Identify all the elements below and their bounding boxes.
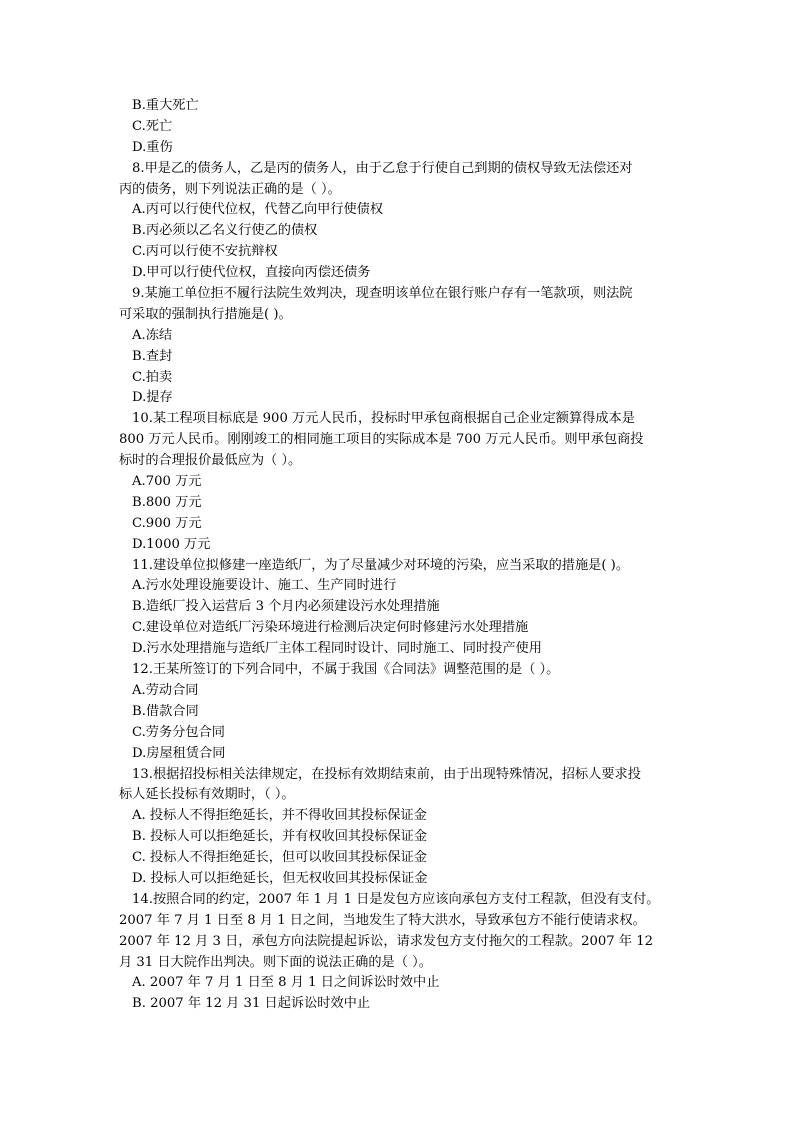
answer-option: C.拍卖: [132, 369, 173, 385]
answer-option: D. 投标人可以拒绝延长，但无权收回其投标保证金: [132, 870, 428, 886]
answer-option: A. 投标人不得拒绝延长，并不得收回其投标保证金: [132, 808, 427, 824]
answer-option: C.建设单位对造纸厂污染环境进行检测后决定何时修建污水处理措施: [132, 620, 529, 636]
answer-option: B. 投标人可以拒绝延长，并有权收回其投标保证金: [132, 829, 428, 845]
answer-option: A.劳动合同: [132, 682, 199, 698]
question-line: 可采取的强制执行措施是( )。: [119, 306, 292, 322]
answer-option: A.污水处理设施要设计、施工、生产同时进行: [132, 578, 397, 594]
answer-option: B.借款合同: [132, 703, 199, 719]
answer-option: D.提存: [132, 390, 173, 406]
answer-option: A.丙可以行使代位权，代替乙向甲行使债权: [132, 202, 384, 218]
answer-option: B.丙必须以乙名义行使乙的债权: [132, 223, 318, 239]
question-stem: [119, 765, 679, 807]
answer-option: D.污水处理措施与造纸厂主体工程同时设计、同时施工、同时投产使用: [132, 641, 542, 657]
question-line: 13.根据招投标相关法律规定，在投标有效期结束前，由于出现特殊情况，招标人要求投: [132, 766, 641, 782]
answer-option: C.死亡: [132, 118, 173, 134]
answer-option: D.甲可以行使代位权，直接向丙偿还债务: [132, 265, 371, 281]
answer-option: A.700 万元: [132, 474, 202, 490]
question-stem: [119, 556, 679, 577]
answer-option: A.冻结: [132, 327, 173, 343]
answer-option: D.1000 万元: [132, 536, 211, 552]
answer-option: C.劳务分包合同: [132, 724, 225, 740]
question-line: 2007 年 12 月 3 日，承包方向法院提起诉讼，请求发包方支付拖欠的工程款。2007 年 12: [119, 933, 654, 949]
question-line: 月 31 日大院作出判决。则下面的说法正确的是（ ）。: [119, 954, 432, 970]
question-line: 标人延长投标有效期时，（ ）。: [119, 787, 295, 803]
question-line: 800 万元人民币。刚刚竣工的相同施工项目的实际成本是 700 万元人民币。则甲承包商投: [119, 432, 644, 448]
answer-option: B.800 万元: [132, 494, 202, 510]
question-stem: [119, 284, 679, 326]
question-stem: [119, 660, 679, 681]
question-stem: [119, 890, 679, 974]
question-line: 10.某工程项目标底是 900 万元人民币，投标时甲承包商根据自己企业定额算得成本是: [132, 411, 635, 427]
answer-option: B. 2007 年 12 月 31 日起诉讼时效中止: [132, 996, 371, 1012]
answer-option: B.重大死亡: [132, 98, 199, 113]
question-line: 14.按照合同的约定，2007 年 1 月 1 日是发包方应该向承包方支付工程款，但没有支付。: [132, 891, 660, 907]
question-stem: [119, 409, 679, 472]
question-line: 12.王某所签订的下列合同中，不属于我国《合同法》调整范围的是（ ）。: [132, 662, 560, 678]
question-line: 11.建设单位拟修建一座造纸厂，为了尽量减少对环境的污染，应当采取的措施是( )。: [132, 557, 630, 573]
answer-option: D.房屋租赁合同: [132, 745, 226, 761]
answer-option: B.造纸厂投入运营后 3 个月内必须建设污水处理措施: [132, 599, 440, 615]
answer-option: D.重伤: [132, 139, 173, 155]
question-line: 丙的债务，则下列说法正确的是（ ）。: [119, 181, 341, 197]
question-line: 9.某施工单位拒不履行法院生效判决，现查明该单位在银行账户存有一笔款项，则法院: [132, 286, 633, 302]
document-body: [119, 96, 679, 1015]
answer-option: C.900 万元: [132, 515, 202, 531]
answer-option: B.查封: [132, 348, 173, 364]
question-line: 标时的合理报价最低应为（ ）。: [119, 453, 302, 469]
answer-option: C. 投标人不得拒绝延长，但可以收回其投标保证金: [132, 850, 427, 866]
answer-option: C.丙可以行使不安抗辩权: [132, 244, 278, 260]
question-stem: [119, 159, 679, 201]
answer-option: A. 2007 年 7 月 1 日至 8 月 1 日之间诉讼时效中止: [132, 975, 440, 991]
question-line: 2007 年 7 月 1 日至 8 月 1 日之间，当地发生了特大洪水，导致承包方不能行使请求权。: [119, 912, 646, 928]
question-line: 8.甲是乙的债务人，乙是丙的债务人，由于乙怠于行使自己到期的债权导致无法偿还对: [132, 160, 633, 176]
